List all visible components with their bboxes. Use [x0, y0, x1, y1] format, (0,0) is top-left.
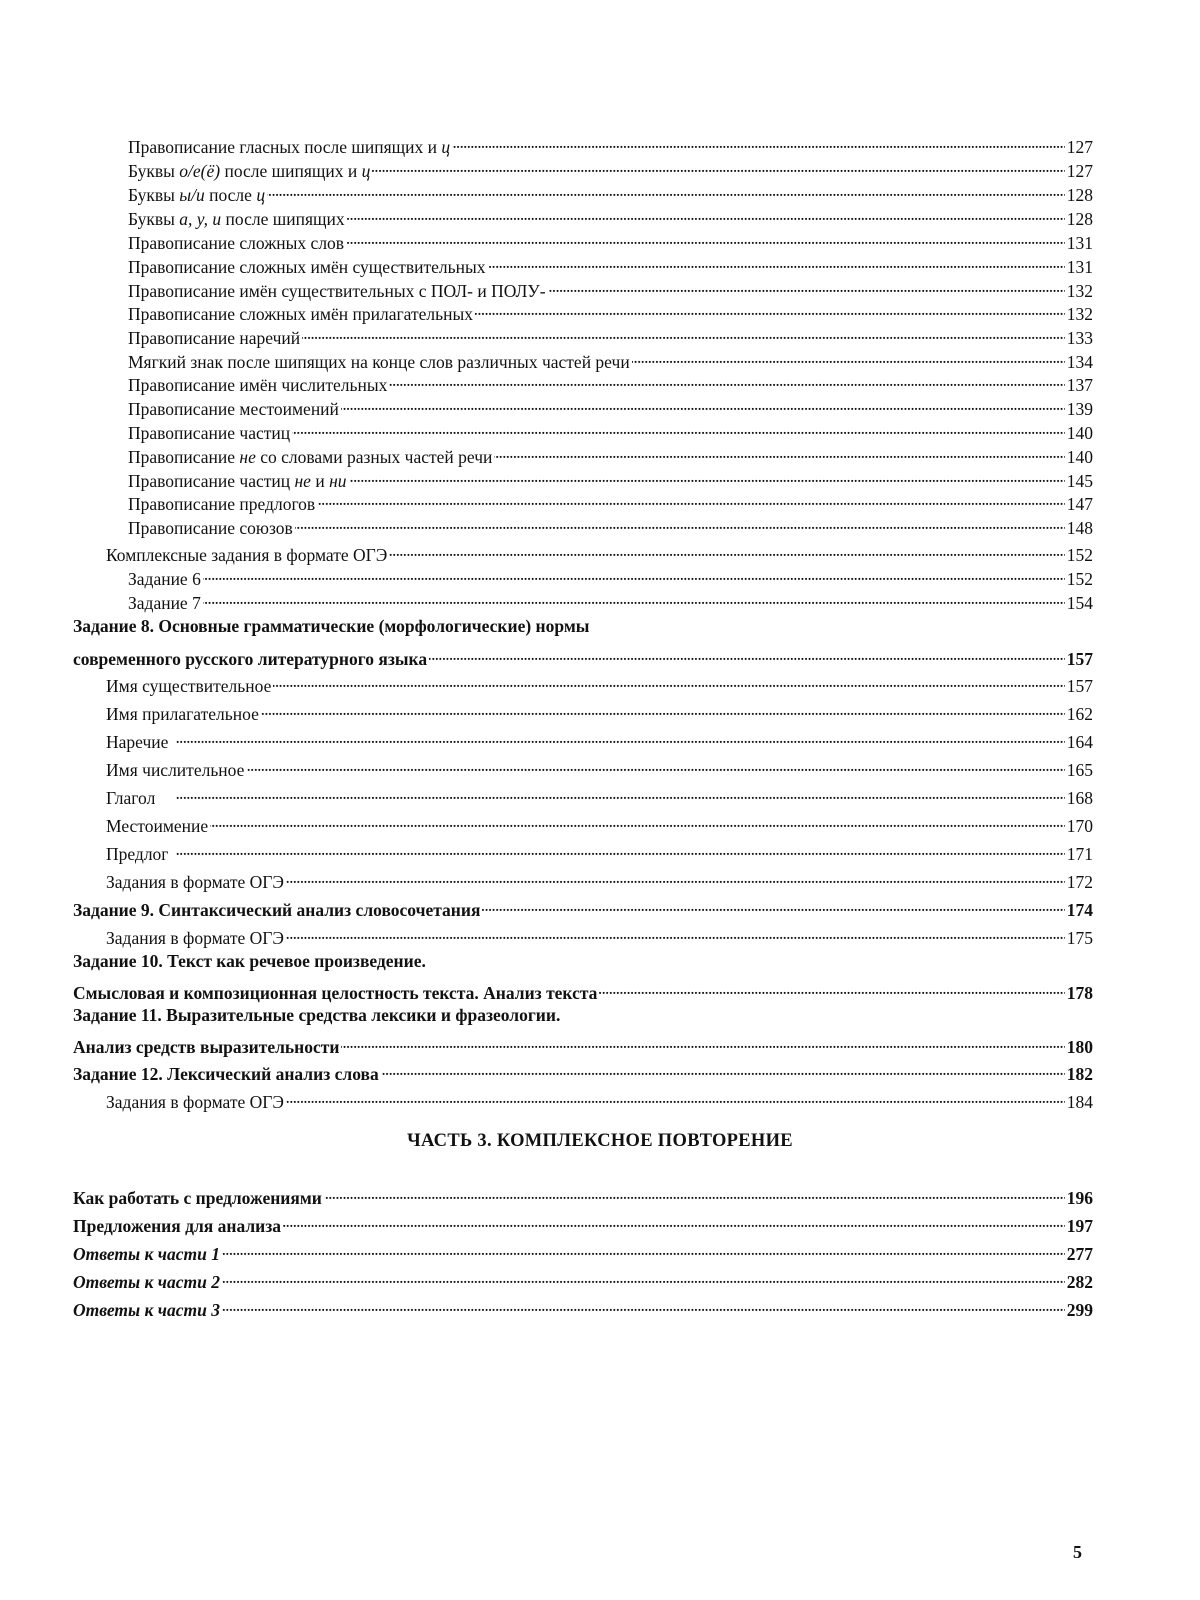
toc-entry	[128, 393, 1093, 420]
toc-entry-page: 147	[1066, 494, 1093, 514]
toc-entry-page: 277	[1066, 1244, 1093, 1264]
toc-entry-title: современного русского литературного языка	[73, 649, 428, 669]
toc-entry	[106, 782, 1093, 809]
toc-entry	[73, 1238, 1093, 1265]
dot-leader	[203, 563, 1065, 585]
toc-entry-title: Задания в формате ОГЭ	[106, 928, 284, 948]
toc-entry	[128, 322, 1093, 349]
toc-entry	[128, 369, 1093, 396]
toc-entry-title: Предлог	[106, 844, 169, 864]
toc-entry-title: Ответы к части 1	[73, 1244, 220, 1264]
toc-entry-page: 162	[1066, 704, 1093, 724]
dot-leader	[324, 1182, 1065, 1204]
toc-entry-title: Задания в формате ОГЭ	[106, 1092, 284, 1112]
toc-entry-title: Правописание местоимений	[128, 399, 339, 419]
toc-entry-page: 132	[1066, 281, 1093, 301]
dot-leader	[210, 810, 1065, 832]
dot-leader	[157, 782, 1064, 804]
toc-entry-heading: Задание 11. Выразительные средства лексики и фразеологии.	[73, 1005, 561, 1025]
toc-entry	[73, 1058, 1093, 1085]
dot-leader	[222, 1266, 1065, 1288]
toc-entry-page: 175	[1066, 928, 1093, 948]
toc-entry-title: Анализ средств выразительности	[73, 1037, 340, 1057]
toc-entry	[128, 298, 1093, 325]
toc-entry-title: Правописание сложных имён прилагательных	[128, 304, 473, 324]
dot-leader	[283, 1210, 1065, 1232]
toc-entry-title: Местоимение	[106, 816, 209, 836]
toc-entry-page: 170	[1066, 816, 1093, 836]
toc-entry	[106, 922, 1093, 949]
dot-leader	[273, 670, 1064, 692]
dot-leader	[246, 754, 1064, 776]
toc-entry-page: 178	[1066, 983, 1093, 1003]
toc-entry-page: 196	[1066, 1188, 1093, 1208]
dot-leader	[429, 643, 1065, 665]
toc-entry-page: 180	[1066, 1037, 1093, 1057]
toc-entry	[128, 131, 1093, 158]
toc-entry-title: Правописание предлогов	[128, 494, 316, 514]
toc-entry-page: 140	[1066, 423, 1093, 443]
toc-entry-title: Комплексные задания в формате ОГЭ	[106, 545, 388, 565]
toc-entry-title: Правописание не со словами разных частей речи	[128, 447, 493, 467]
toc-entry	[106, 754, 1093, 781]
toc-entry-title: Правописание наречий	[128, 328, 301, 348]
dot-leader	[494, 441, 1064, 463]
toc-entry	[128, 203, 1093, 230]
dot-leader	[203, 587, 1065, 609]
page-number: 5	[1073, 1542, 1082, 1562]
part-3-heading: ЧАСТЬ 3. КОМПЛЕКСНОЕ ПОВТОРЕНИЕ	[407, 1131, 793, 1151]
toc-entry-page: 182	[1066, 1064, 1093, 1084]
toc-entry	[73, 977, 1093, 1004]
toc-entry	[128, 587, 1093, 614]
toc-entry	[128, 512, 1093, 539]
toc-entry	[106, 726, 1093, 753]
dot-leader	[295, 512, 1065, 534]
toc-entry-page: 132	[1066, 304, 1093, 324]
toc-entry-title: Предложения для анализа	[73, 1216, 282, 1236]
toc-entry-title: Как работать с предложениями	[73, 1188, 322, 1208]
dot-leader	[632, 346, 1065, 368]
dot-leader	[381, 1058, 1065, 1080]
toc-entry-title: Смысловая и композиционная целостность текста. Анализ текста	[73, 983, 598, 1003]
toc-entry-title: Правописание имён числительных	[128, 375, 388, 395]
toc-entry-page: 128	[1066, 185, 1093, 205]
dot-leader	[349, 465, 1065, 487]
toc-entry	[106, 670, 1093, 697]
toc-entry	[128, 251, 1093, 278]
toc-entry-page: 140	[1066, 447, 1093, 467]
toc-entry-page: 154	[1066, 593, 1093, 613]
toc-entry-title: Правописание сложных слов	[128, 233, 345, 253]
toc-entry-page: 165	[1066, 760, 1093, 780]
toc-entry-page: 131	[1066, 257, 1093, 277]
dot-leader	[341, 1031, 1064, 1053]
toc-entry-page: 171	[1066, 844, 1093, 864]
toc-entry-page: 157	[1066, 649, 1093, 669]
toc-entry-title: Мягкий знак после шипящих на конце слов различных частей речи	[128, 352, 630, 372]
toc-entry-page: 127	[1066, 161, 1093, 181]
dot-leader	[341, 393, 1065, 415]
toc-entry-page: 148	[1066, 518, 1093, 538]
toc-entry-title: Имя числительное	[106, 760, 245, 780]
toc-entry-title: Правописание частиц не и ни	[128, 471, 347, 491]
dot-leader	[347, 203, 1065, 225]
toc-entry-page: 152	[1066, 569, 1093, 589]
toc-entry-page: 174	[1066, 900, 1093, 920]
toc-entry-page: 168	[1066, 788, 1093, 808]
toc-entry-title: Буквы о/е(ё) после шипящих и ц	[128, 161, 371, 181]
dot-leader	[302, 322, 1065, 344]
toc-entry	[73, 1182, 1093, 1209]
dot-leader	[222, 1294, 1065, 1316]
toc-entry-page: 139	[1066, 399, 1093, 419]
toc-entry	[73, 1294, 1093, 1321]
toc-entry-page: 282	[1066, 1272, 1093, 1292]
toc-entry-page: 197	[1066, 1216, 1093, 1236]
toc-entry	[73, 1031, 1093, 1058]
dot-leader	[389, 369, 1064, 391]
dot-leader	[346, 227, 1065, 249]
toc-entry-page: 164	[1066, 732, 1093, 752]
dot-leader	[286, 922, 1065, 944]
toc-entry-page: 157	[1066, 676, 1093, 696]
toc-entry-title: Правописание союзов	[128, 518, 293, 538]
toc-entry-title: Ответы к части 2	[73, 1272, 220, 1292]
toc-entry	[106, 539, 1093, 566]
toc-entry	[106, 810, 1093, 837]
dot-leader	[452, 131, 1065, 153]
toc-entry	[128, 441, 1093, 468]
dot-leader	[317, 488, 1065, 510]
dot-leader	[548, 275, 1065, 297]
toc-entry-page: 299	[1066, 1300, 1093, 1320]
dot-leader	[286, 1086, 1065, 1108]
dot-leader	[222, 1238, 1065, 1260]
toc-entry	[73, 643, 1093, 670]
toc-entry-title: Правописание частиц	[128, 423, 291, 443]
toc-entry-heading: Задание 8. Основные грамматические (морфологические) нормы	[73, 616, 590, 636]
toc-entry	[73, 894, 1093, 921]
dot-leader	[267, 179, 1065, 201]
toc-entry	[128, 155, 1093, 182]
toc-entry	[73, 1210, 1093, 1237]
toc-entry-page: 127	[1066, 137, 1093, 157]
toc-entry-title: Глагол	[106, 788, 156, 808]
dot-leader	[286, 866, 1065, 888]
toc-entry-page: 137	[1066, 375, 1093, 395]
toc-entry-title: Правописание имён существительных с ПОЛ- и ПОЛУ-	[128, 281, 546, 301]
toc-entry-page: 172	[1066, 872, 1093, 892]
dot-leader	[170, 726, 1064, 748]
toc-entry-title: Имя существительное	[106, 676, 272, 696]
toc-entry	[106, 1086, 1093, 1113]
toc-entry-title: Задание 9. Синтаксический анализ словосочетания	[73, 900, 481, 920]
toc-entry	[128, 179, 1093, 206]
toc-entry-title: Правописание сложных имён существительных	[128, 257, 486, 277]
toc-entry	[106, 698, 1093, 725]
dot-leader	[292, 417, 1065, 439]
toc-entry-page: 152	[1066, 545, 1093, 565]
toc-entry	[128, 488, 1093, 515]
dot-leader	[488, 251, 1065, 273]
toc-entry-page: 145	[1066, 471, 1093, 491]
toc-entry-title: Буквы а, у, и после шипящих	[128, 209, 345, 229]
toc-entry	[73, 1266, 1093, 1293]
toc-entry-title: Имя прилагательное	[106, 704, 259, 724]
toc-entry-page: 184	[1066, 1092, 1093, 1112]
dot-leader	[372, 155, 1064, 177]
toc-entry-page: 134	[1066, 352, 1093, 372]
toc-entry-title: Задание 7	[128, 593, 201, 613]
dot-leader	[261, 698, 1065, 720]
toc-entry	[128, 227, 1093, 254]
toc-entry-title: Задание 12. Лексический анализ слова	[73, 1064, 379, 1084]
toc-entry-page: 131	[1066, 233, 1093, 253]
toc-entry-title: Правописание гласных после шипящих и ц	[128, 137, 451, 157]
dot-leader	[171, 838, 1065, 860]
toc-entry-title: Ответы к части 3	[73, 1300, 220, 1320]
toc-entry	[106, 838, 1093, 865]
dot-leader	[599, 977, 1064, 999]
dot-leader	[482, 894, 1064, 916]
toc-entry-title: Задания в формате ОГЭ	[106, 872, 284, 892]
dot-leader	[475, 298, 1065, 320]
toc-entry	[128, 417, 1093, 444]
toc-entry-page: 128	[1066, 209, 1093, 229]
toc-entry-heading: Задание 10. Текст как речевое произведение.	[73, 951, 426, 971]
toc-entry	[128, 563, 1093, 590]
toc-entry-page: 133	[1066, 328, 1093, 348]
toc-entry-title: Задание 6	[128, 569, 201, 589]
dot-leader	[389, 539, 1064, 561]
toc-entry-title: Наречие	[106, 732, 169, 752]
toc-entry-title: Буквы ы/и после ц	[128, 185, 266, 205]
toc-entry	[106, 866, 1093, 893]
